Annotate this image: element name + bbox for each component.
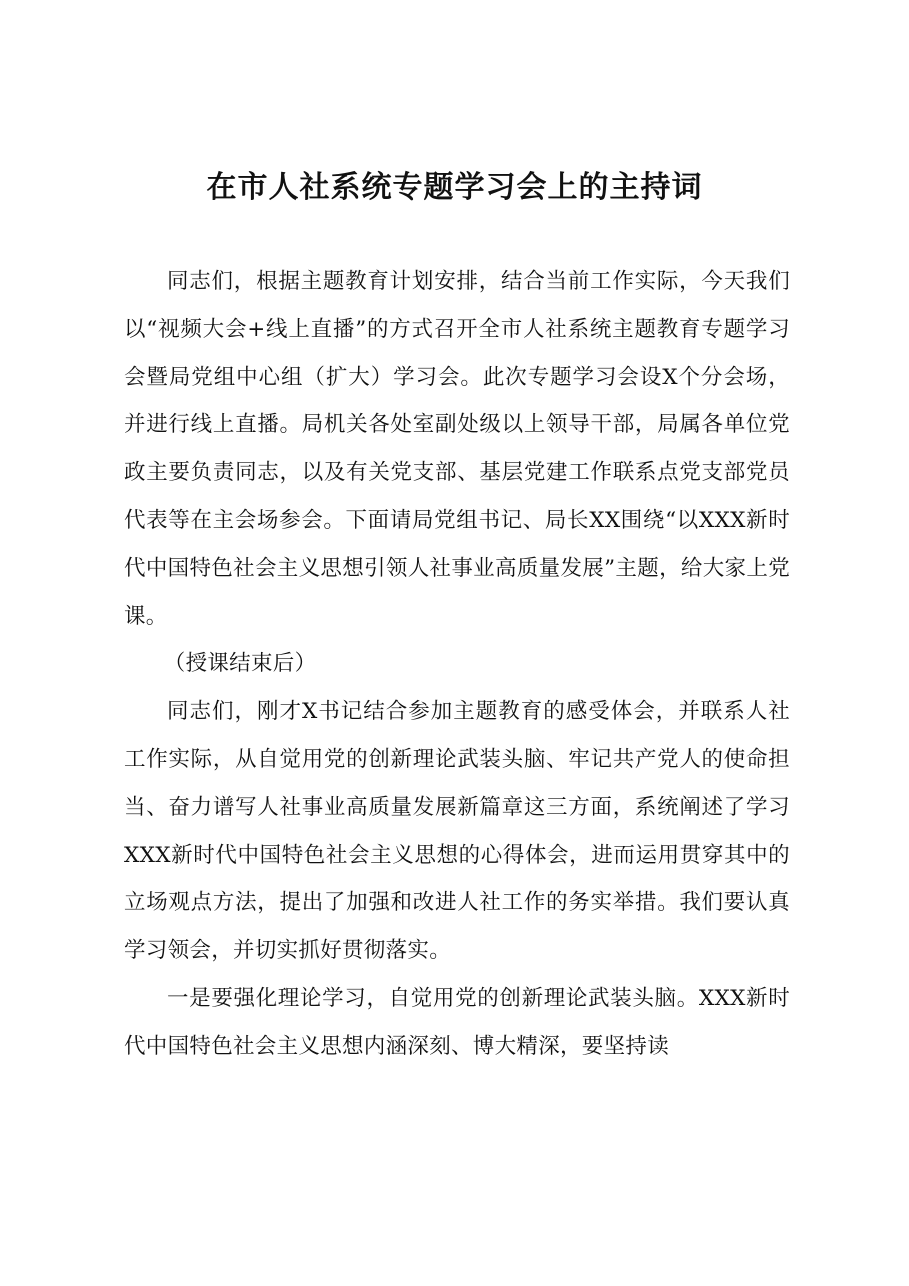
document-body (124, 258, 790, 1071)
paragraph-point-one: 一是要强化理论学习，自觉用党的创新理论武装头脑。XXX新时代中国特色社会主义思想内涵深刻、博大精深，要坚持读 (124, 985, 790, 1059)
paragraph-opening: 同志们，根据主题教育计划安排，结合当前工作实际，今天我们以“视频大会+线上直播”的方式召开全市人社系统主题教育专题学习会暨局党组中心组（扩大）学习会。此次专题学习会设X个分会场，并进行线上直播。局机关各处室副处级以上领导干部，局属各单位党政主要负责同志，以及有关党支部、基层党建工作联系点党支部党员代表等在主会场参会。下面请局党组书记、局长XX围绕“以XXX新时代中国特色社会主义思想引领人社事业高质量发展”主题，给大家上党课。 (124, 269, 790, 629)
document-title: 在市人社系统专题学习会上的主持词 (206, 170, 703, 205)
paragraph-note: （授课结束后） (163, 651, 317, 677)
paragraph-summary: 同志们，刚才X书记结合参加主题教育的感受体会，并联系人社工作实际，从自觉用党的创新理论武装头脑、牢记共产党人的使命担当、奋力谱写人社事业高质量发展新篇章这三方面，系统阐述了学习XXX新时代中国特色社会主义思想的心得体会，进而运用贯穿其中的立场观点方法，提出了加强和改进人社工作的务实举措。我们要认真学习领会，并切实抓好贯彻落实。 (124, 699, 790, 964)
